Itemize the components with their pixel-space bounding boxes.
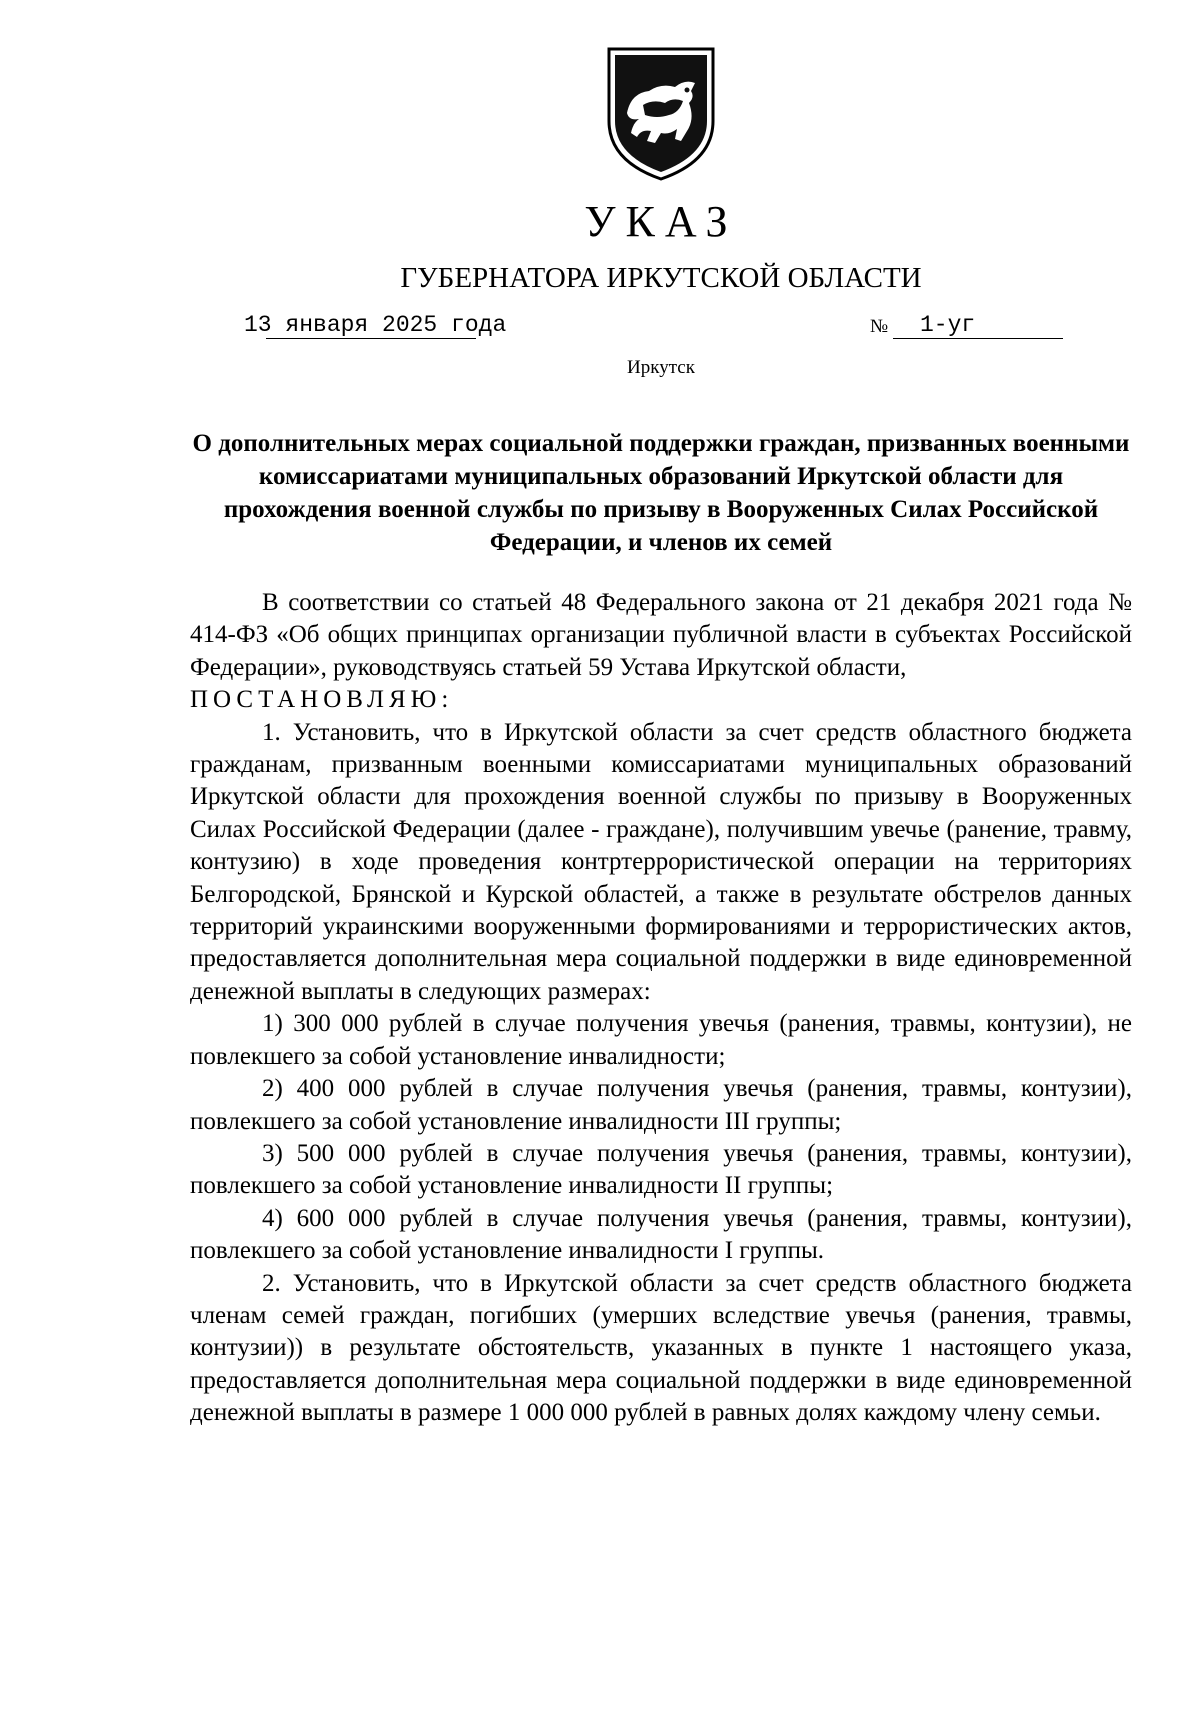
- coat-of-arms-icon: [603, 43, 719, 183]
- number-sign: №: [870, 316, 889, 337]
- document-heading: О дополнительных мерах социальной поддержки граждан, призванных военными комиссариатами муниципальных образований Иркутской области для прохождения военной службы по призыву в Вооруженных Силах Российской Федерации, и членов их семей: [192, 430, 1130, 556]
- list-item: 1) 300 000 рублей в случае получения увечья (ранения, травмы, контузии), не повлекшего за собой установление инвалидности;: [190, 1010, 1132, 1070]
- decree-word: ПОСТАНОВЛЯЮ:: [190, 686, 454, 714]
- date-underline: [266, 338, 476, 339]
- document-city: Иркутск: [627, 357, 695, 378]
- document-body: [190, 587, 1132, 1430]
- paragraph-1: 1. Установить, что в Иркутской области за счет средств областного бюджета гражданам, призванным военными комиссариатами муниципальных образований Иркутской области для прохождения военной службы по призыву в Вооруженных Силах Российской Федерации (далее - граждане), получившим увечье (ранение, травму, контузию) в ходе проведения контртеррористической операции на территориях Белгородской, Брянской и Курской областей, а также в результате обстрелов данных территорий украинскими вооруженными формированиями и террористических актов, предоставляется дополнительная мера социальной поддержки в виде единовременной денежной выплаты в следующих размерах:: [190, 718, 1132, 1005]
- document-date: 13 января 2025 года: [244, 312, 507, 338]
- list-item: 2) 400 000 рублей в случае получения увечья (ранения, травмы, контузии), повлекшего за собой установление инвалидности III группы;: [190, 1075, 1132, 1135]
- document-number: 1-уг: [920, 312, 976, 338]
- paragraph-2: 2. Установить, что в Иркутской области за счет средств областного бюджета членам семей граждан, погибших (умерших вследствие увечья (ранения, травмы, контузии)) в результате обстоятельств, указанных в пункте 1 настоящего указа, предоставляется дополнительная мера социальной поддержки в виде единовременной денежной выплаты в размере 1 000 000 рублей в равных долях каждому члену семьи.: [190, 1269, 1132, 1427]
- number-underline: [893, 338, 1063, 339]
- document-title: УКАЗ: [584, 197, 738, 246]
- document-subtitle: ГУБЕРНАТОРА ИРКУТСКОЙ ОБЛАСТИ: [400, 262, 922, 294]
- preamble-paragraph: В соответствии со статьей 48 Федерального закона от 21 декабря 2021 года № 414-ФЗ «Об общих принципах организации публичной власти в субъектах Российской Федерации», руководствуясь статьей 59 Устава Иркутской области,: [190, 589, 1132, 681]
- list-item: 3) 500 000 рублей в случае получения увечья (ранения, травмы, контузии), повлекшего за собой установление инвалидности II группы;: [190, 1139, 1132, 1200]
- list-item: 4) 600 000 рублей в случае получения увечья (ранения, травмы, контузии), повлекшего за собой установление инвалидности I группы.: [190, 1204, 1132, 1265]
